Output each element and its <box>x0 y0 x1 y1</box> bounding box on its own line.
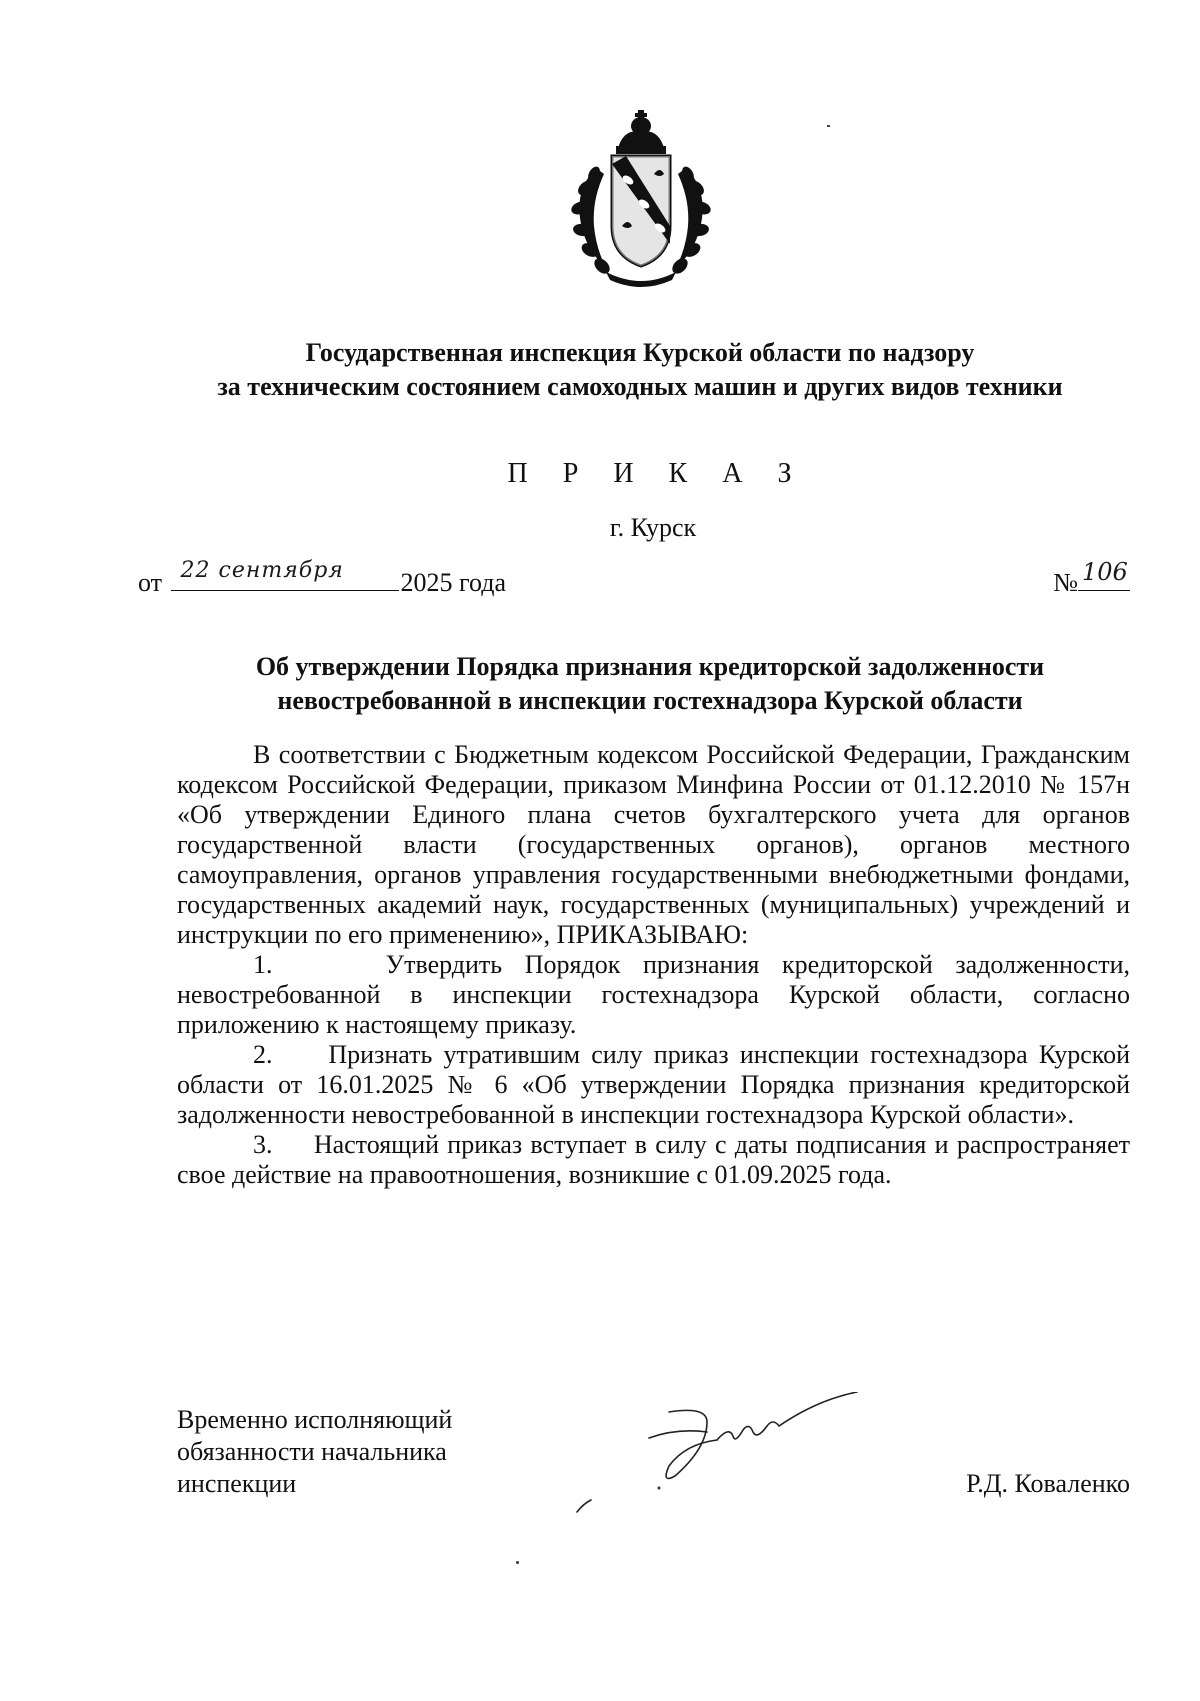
date-prefix: от <box>138 568 163 597</box>
order-item-2: 2. Признать утратившим силу приказ инспекции гостехнадзора Курской области от 16.01.2025 № 6 «Об утверждении Порядка признания кредиторской задолженности невостребованной в инспекции гостехнадзора Курской области». <box>177 1040 1130 1129</box>
kursk-coat-of-arms-icon <box>566 108 716 290</box>
order-item-3: 3. Настоящий приказ вступает в силу с даты подписания и распространяет свое действие на правоотношения, возникшие с 01.09.2025 года. <box>177 1130 1130 1189</box>
order-item-1: 1. Утвердить Порядок признания кредиторской задолженности, невостребованной в инспекции гостехнадзора Курской области, согласно приложению к настоящему приказу. <box>177 950 1130 1039</box>
signatory-position-line2: обязанности начальника <box>177 1437 447 1466</box>
signatory-name: Р.Д. Коваленко <box>966 1469 1130 1498</box>
preamble-paragraph: В соответствии с Бюджетным кодексом Российской Федерации, Гражданским кодексом Российской Федерации, приказом Минфина России от 01.12.2010 № 157н «Об утверждении Единого плана счетов бухгалтерского учета для органов государственной власти (государственных органов), органов местного самоуправления, органов управления государственными внебюджетными фондами, государственных академий наук, государственных (муниципальных) учреждений и инструкции по его применению», ПРИКАЗЫВАЮ: <box>177 740 1130 949</box>
signatory-position-line1: Временно исполняющий <box>177 1405 453 1434</box>
document-type-title: П Р И К А З <box>507 458 806 489</box>
order-date <box>138 558 507 598</box>
date-number-line <box>138 558 1130 602</box>
organization-name <box>150 336 1130 404</box>
order-subject-line2: невостребованной в инспекции гостехнадзора Курской области <box>277 686 1023 715</box>
number-blank-field <box>1078 558 1130 591</box>
scan-speck <box>827 125 830 127</box>
signature-block <box>177 1404 1130 1524</box>
date-year: 2025 года <box>400 568 507 597</box>
order-number <box>1053 558 1130 598</box>
organization-name-line1: Государственная инспекция Курской области по надзору <box>305 338 975 367</box>
signatory-position <box>177 1404 497 1500</box>
signatory-position-line3: инспекции <box>177 1469 297 1498</box>
number-prefix: № <box>1053 568 1078 597</box>
order-subject <box>150 650 1150 718</box>
handwritten-number: 106 <box>1082 558 1128 586</box>
order-body <box>177 740 1130 1190</box>
handwritten-signature-icon <box>557 1392 887 1522</box>
date-blank-field <box>171 558 399 591</box>
handwritten-date: 22 сентября <box>180 558 344 583</box>
order-subject-line1: Об утверждении Порядка признания кредиторской задолженности <box>255 652 1045 681</box>
city: г. Курск <box>609 513 697 542</box>
scan-speck <box>516 1561 519 1564</box>
organization-name-line2: за техническим состоянием самоходных машин и других видов техники <box>217 372 1063 401</box>
